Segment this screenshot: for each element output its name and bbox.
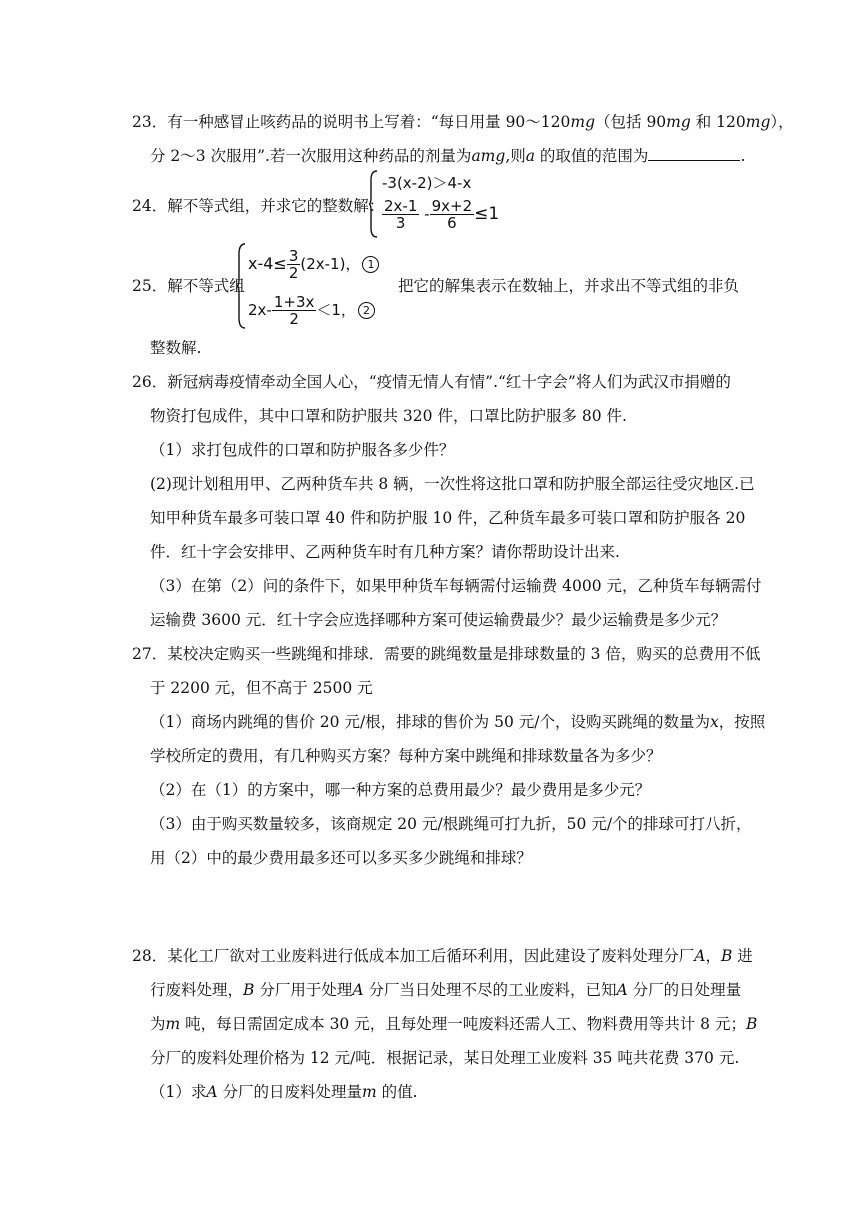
q26-line-5: 知甲种货车最多可装口罩 40 件和防护服 10 件，乙种货车最多可装口罩和防护服各 20 bbox=[150, 509, 746, 527]
q28-line-5: （1）求A 分厂的日废料处理量m 的值. bbox=[150, 1083, 418, 1101]
q27-line-6: （3）由于购买数量较多，该商规定 20 元/根跳绳可打九折，50 元/个的排球可打八折， bbox=[150, 815, 752, 833]
q28-line-4: 分厂的废料处理价格为 12 元/吨．根据记录，某日处理工业废料 35 吨共花费 370 元. bbox=[150, 1049, 740, 1067]
q25-label: 25．解不等式组 bbox=[132, 277, 245, 295]
q25-eq-2: 2x- $\frac{1+3x}{2}$ ＜1， 2 bbox=[248, 294, 375, 327]
q27-line-2: 于 2200 元，但不高于 2500 元 bbox=[150, 679, 373, 697]
q26-line-2: 物资打包成件，其中口罩和防护服共 320 件，口罩比防护服多 80 件. bbox=[150, 407, 627, 425]
q28-line-1: 28．某化工厂欲对工业废料进行低成本加工后循环利用，因此建设了废料处理分厂A，B 进 bbox=[132, 947, 753, 965]
q24-eq-1: -3(x-2)＞4-x bbox=[382, 174, 472, 192]
q27-line-3: （1）商场内跳绳的售价 20 元/根，排球的售价为 50 元/个，设购买跳绳的数量为x，按照 bbox=[150, 713, 766, 731]
q26-line-7: （3）在第（2）问的条件下，如果甲种货车每辆需付运输费 4000 元，乙种货车每辆需付 bbox=[150, 577, 762, 595]
q24-label: 24．解不等式组，并求它的整数解： bbox=[132, 197, 385, 215]
q27-line-4: 学校所定的费用，有几种购买方案？每种方案中跳绳和排球数量各为多少？ bbox=[150, 747, 662, 765]
q25-line-2: 整数解. bbox=[150, 339, 202, 357]
q27-line-7: 用（2）中的最少费用最多还可以多买多少跳绳和排球？ bbox=[150, 849, 532, 867]
q26-line-1: 26．新冠病毒疫情牵动全国人心，“疫情无情人有情”.“红十字会”将人们为武汉市捐赠的 bbox=[132, 373, 731, 391]
q26-line-3: （1）求打包成件的口罩和防护服各多少件？ bbox=[150, 441, 455, 459]
q25-eq-1: x-4≤ $\frac{3}{2}$ (2x-1)， 1 bbox=[248, 248, 379, 281]
q23-line-2: 分 2～3 次服用”.若一次服用这种药品的剂量为amg,则a 的取值的范围为 . bbox=[150, 147, 746, 165]
q24-brace bbox=[368, 170, 378, 238]
answer-blank[interactable] bbox=[648, 146, 740, 161]
q23-line-1: 23．有一种感冒止咳药品的说明书上写着：“每日用量 90～120mg（包括 90mg 和 120mg）， bbox=[132, 113, 794, 131]
q26-line-4: (2)现计划租用甲、乙两种货车共 8 辆，一次性将这批口罩和防护服全部运往受灾地区.已 bbox=[150, 475, 755, 493]
q26-line-8: 运输费 3600 元．红十字会应选择哪种方案可使运输费最少？最少运输费是多少元？ bbox=[150, 611, 727, 629]
q28-line-3: 为m 吨，每日需固定成本 30 元，且每处理一吨废料还需人工、物料费用等共计 8 元；B bbox=[150, 1015, 758, 1033]
q25-after: 把它的解集表示在数轴上，并求出不等式组的非负 bbox=[398, 277, 740, 295]
q26-line-6: 件．红十字会安排甲、乙两种货车时有几种方案？请你帮助设计出来. bbox=[150, 543, 620, 561]
q28-line-2: 行废料处理，B 分厂用于处理A 分厂当日处理不尽的工业废料，已知A 分厂的日处理量 bbox=[150, 981, 742, 999]
q27-line-1: 27．某校决定购买一些跳绳和排球．需要的跳绳数量是排球数量的 3 倍，购买的总费用不低 bbox=[132, 645, 761, 663]
q24-eq-2: $\frac{2x-1}{3}$ - $\frac{9x+2}{6}$ ≤1 bbox=[384, 197, 500, 232]
q27-line-5: （2）在（1）的方案中，哪一种方案的总费用最少？最少费用是多少元？ bbox=[150, 781, 651, 799]
